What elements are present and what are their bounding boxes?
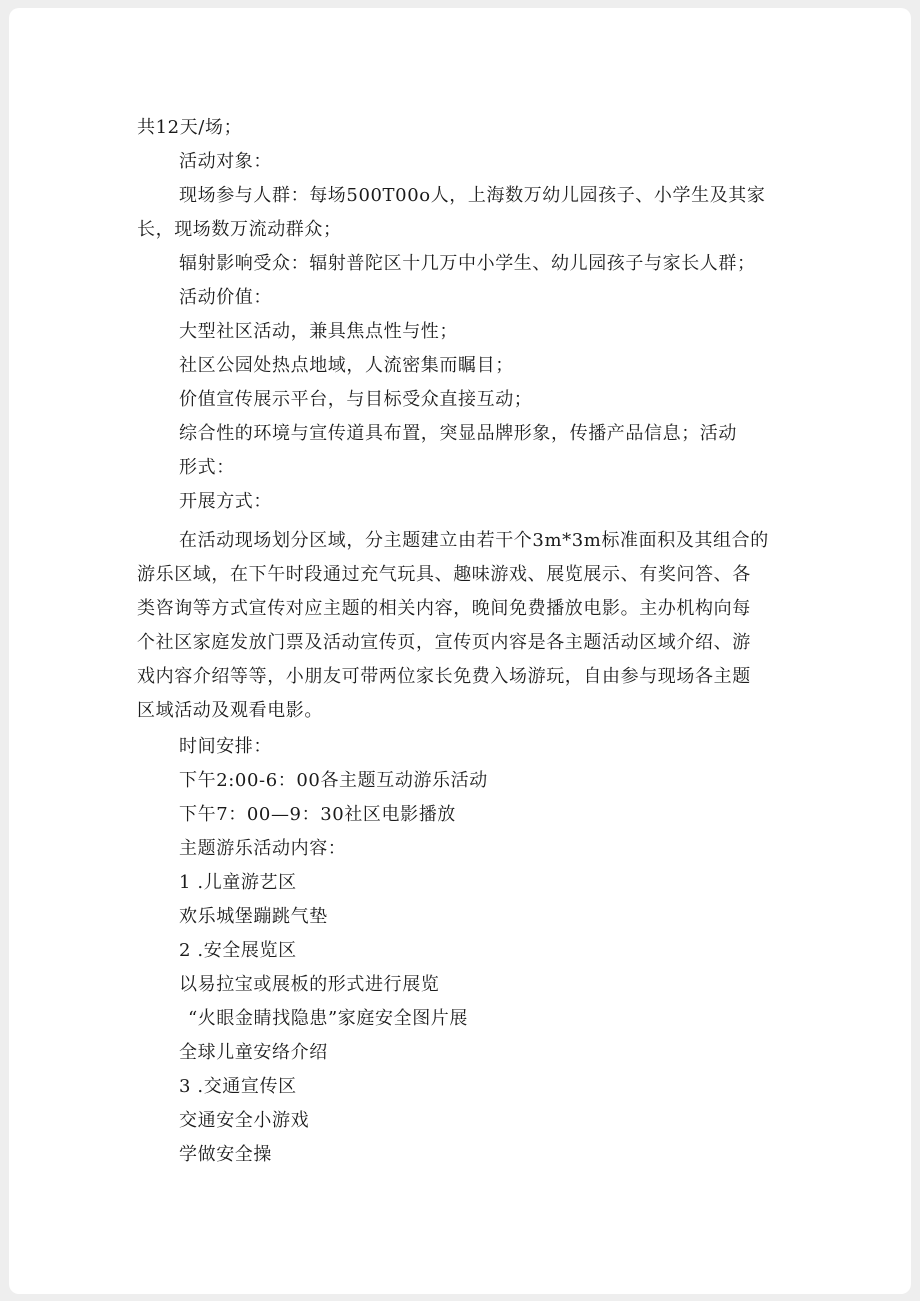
document-page (9, 8, 911, 1294)
text-line: 欢乐城堡蹦跳气垫 (179, 906, 328, 927)
text-line: 在活动现场划分区域，分主题建立由若干个3m*3m标准面积及其组合的 (179, 530, 769, 551)
text-line: 全球儿童安络介绍 (179, 1042, 328, 1063)
text-line: 价值宣传展示平台，与目标受众直接互动； (179, 389, 533, 410)
text-line: 时间安排： (179, 736, 272, 757)
text-line: 交通安全小游戏 (179, 1110, 310, 1131)
text-line: 开展方式： (179, 491, 272, 512)
text-line: 以易拉宝或展板的形式进行展览 (179, 974, 440, 995)
text-line: 类咨询等方式宣传对应主题的相关内容，晚间免费播放电影。主办机构向每 (137, 598, 751, 619)
text-line: 下午2:00-6：00各主题互动游乐活动 (179, 770, 488, 791)
text-line: 形式： (179, 457, 235, 478)
text-line: 大型社区活动，兼具焦点性与性； (179, 321, 458, 342)
text-line: 综合性的环境与宣传道具布置，突显品牌形象，传播产品信息；活动 (179, 423, 737, 444)
text-line: 社区公园处热点地域，人流密集而瞩目； (179, 355, 514, 376)
text-line: 游乐区域，在下午时段通过充气玩具、趣味游戏、展览展示、有奖问答、各 (137, 564, 751, 585)
text-line: 辐射影响受众：辐射普陀区十几万中小学生、幼儿园孩子与家长人群； (179, 253, 756, 274)
text-line: 戏内容介绍等等，小朋友可带两位家长免费入场游玩，自由参与现场各主题 (137, 666, 751, 687)
text-line: 个社区家庭发放门票及活动宣传页，宣传页内容是各主题活动区域介绍、游 (137, 632, 751, 653)
text-line: 活动对象： (179, 151, 272, 172)
text-line: 区域活动及观看电影。 (137, 700, 323, 721)
text-line: 下午7：00—9：30社区电影播放 (179, 804, 456, 825)
text-line: 1 .儿童游艺区 (179, 872, 297, 893)
text-line: 活动价值： (179, 287, 272, 308)
text-line: 学做安全操 (179, 1144, 272, 1165)
text-line: 2 .安全展览区 (179, 940, 297, 961)
text-line: 共12天/场； (137, 117, 243, 138)
text-line: 3 .交通宣传区 (179, 1076, 297, 1097)
text-line: “火眼金睛找隐患”家庭安全图片展 (188, 1008, 469, 1029)
text-line: 主题游乐活动内容： (179, 838, 347, 859)
text-line: 现场参与人群：每场500T00o人，上海数万幼儿园孩子、小学生及其家 (179, 185, 766, 206)
text-line: 长，现场数万流动群众； (137, 219, 342, 240)
